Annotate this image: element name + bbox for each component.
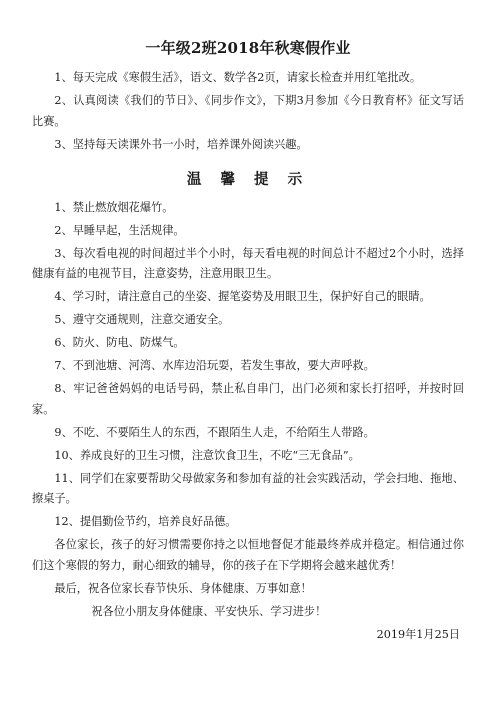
document-date: 2019年1月25日: [376, 627, 460, 641]
closing-paragraph: 各位家长，孩子的好习惯需要你持之以恒地督促才能最终养成并稳定。相信通过你们这个寒假的努力，耐心细致的辅导，你的孩子在下学期将会越来越优秀！: [32, 538, 464, 572]
tips-title: 温 馨 提 示: [186, 170, 310, 188]
tip-item-7: 7、不到池塘、河湾、水库边沿玩耍，若发生事故，要大声呼救。: [54, 359, 375, 372]
tip-item-6: 6、防火、防电、防煤气。: [54, 336, 185, 349]
tip-item-10: 10、养成良好的卫生习惯，注意饮食卫生，不吃“三无食品”。: [54, 448, 360, 462]
homework-list: [32, 68, 464, 155]
tip-item-11: 11、同学们在家要帮助父母做家务和参加有益的社会实践活动，学会扫地、拖地、擦桌子。: [32, 471, 464, 505]
tip-item-3: 3、每次看电视的时间超过半个小时，每天看电视的时间总计不超过2个小时，选择健康有益的电视节目，注意姿势，注意用眼卫生。: [32, 246, 464, 280]
homework-item-1: 1、每天完成《寒假生活》，语文、数学各2页，请家长检查并用红笔批改。: [54, 71, 422, 84]
tip-item-5: 5、遵守交通规则，注意交通安全。: [54, 313, 230, 326]
wish-parents: 最后，祝各位家长春节快乐、身体健康、万事如意！: [54, 581, 312, 595]
tip-item-9: 9、不吃、不要陌生人的东西，不跟陌生人走，不给陌生人带路。: [54, 425, 375, 439]
section-spacer: [32, 158, 464, 170]
tip-item-12: 12、提倡勤俭节约，培养良好品德。: [54, 515, 237, 528]
tip-item-1: 1、禁止燃放烟花爆竹。: [54, 200, 174, 214]
document-title: 一年级2班2018年秋寒假作业: [145, 39, 351, 57]
homework-item-2: 2、认真阅读《我们的节日》、《同步作文》，下期3月参加《今日教育杯》征文写话比赛。: [32, 94, 464, 128]
tip-item-4: 4、学习时，请注意自己的坐姿、握笔姿势及用眼卫生，保护好自己的眼睛。: [54, 290, 431, 303]
tip-item-8: 8、牢记爸爸妈妈的电话号码，禁止私自串门，出门必须和家长打招呼，并按时回家。: [32, 382, 464, 416]
tip-item-2: 2、早睡早起，生活规律。: [54, 223, 185, 237]
homework-item-3: 3、坚持每天读课外书一小时，培养课外阅读兴趣。: [54, 137, 308, 151]
wish-children: 祝各位小朋友身体健康、平安快乐、学习进步！: [91, 604, 327, 618]
tips-list: [32, 198, 464, 533]
